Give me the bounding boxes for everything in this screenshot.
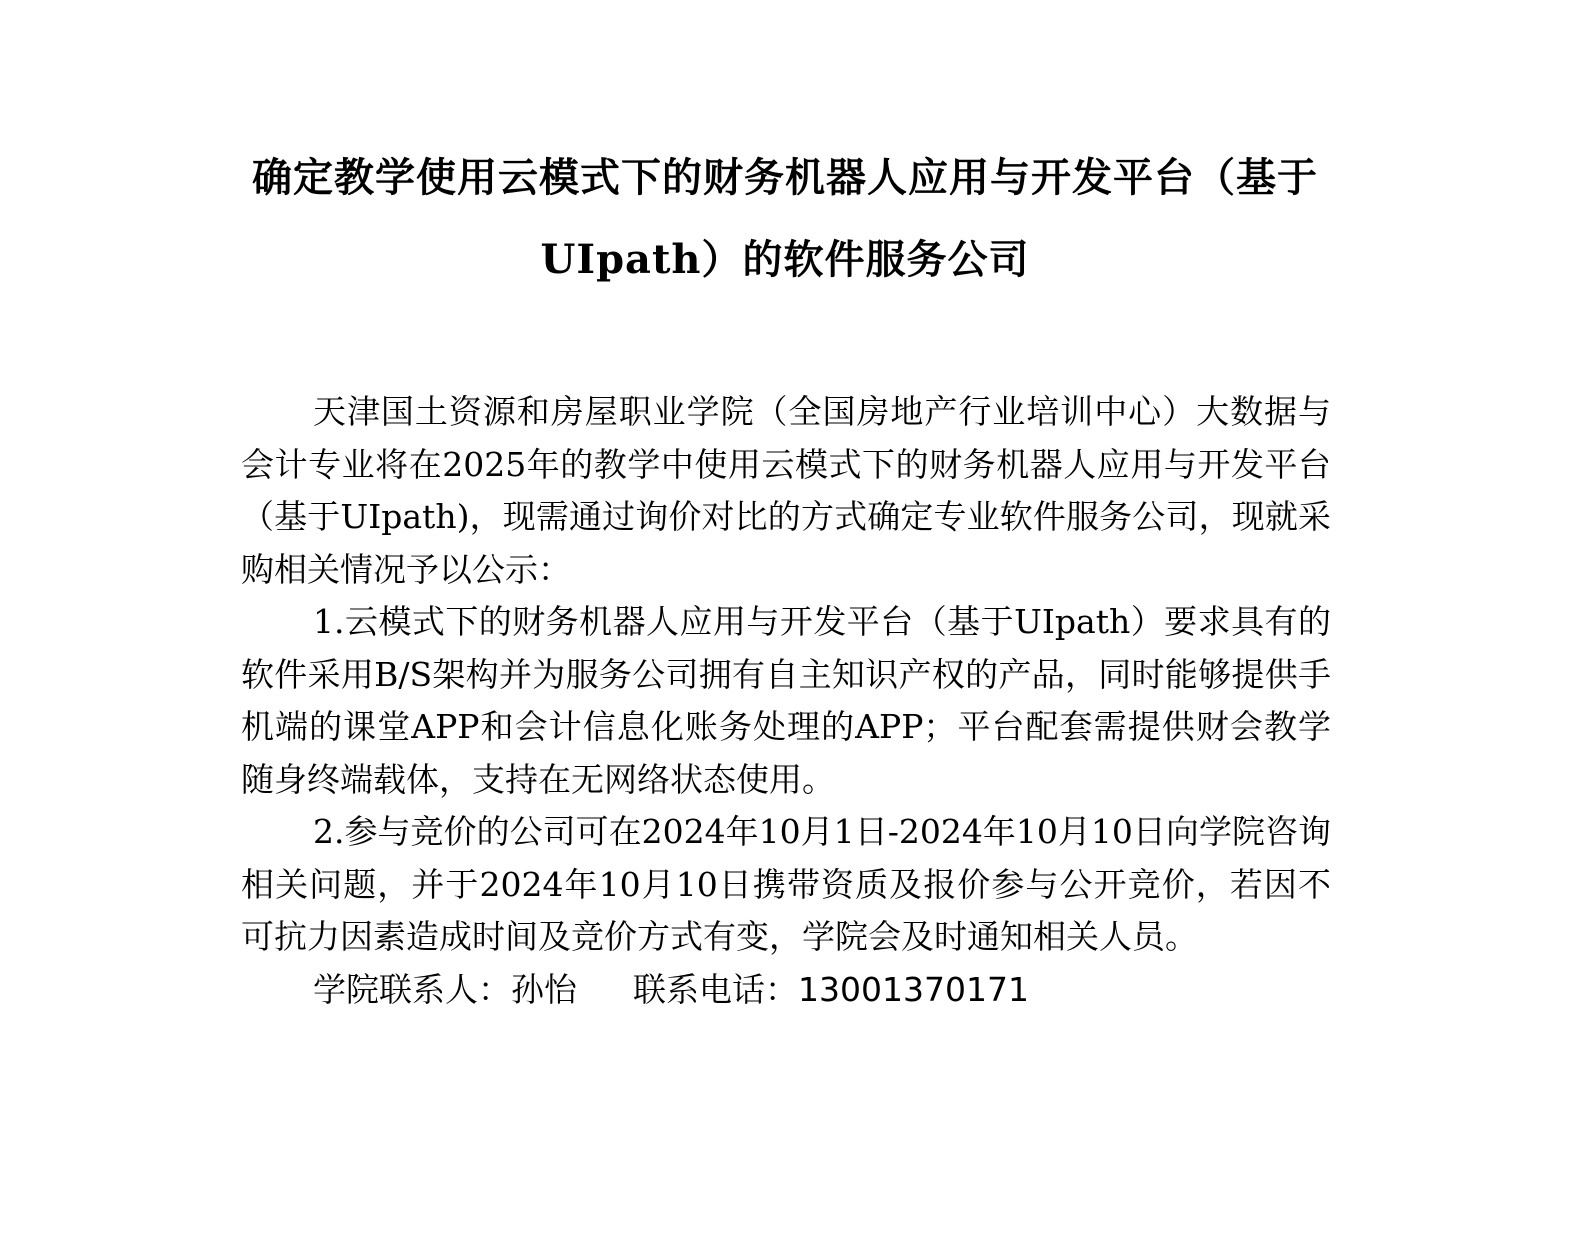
contact-phone-number: 13001370171	[798, 969, 1029, 1009]
requirement-item-2: 2.参与竞价的公司可在2024年10月1日-2024年10月10日向学院咨询相关问题，并于2024年10月10日携带资质及报价参与公开竞价，若因不可抗力因素造成时间及竞价方式有变，学院会及时通知相关人员。	[241, 812, 1331, 956]
document-title-line-1: 确定教学使用云模式下的财务机器人应用与开发平台（基于	[252, 154, 1318, 201]
contact-phone-label: 联系电话：	[633, 969, 798, 1009]
contact-person: 学院联系人：孙怡	[313, 969, 577, 1009]
requirement-item-1: 1.云模式下的财务机器人应用与开发平台（基于UIpath）要求具有的软件采用B/S架构并为服务公司拥有自主知识产权的产品，同时能够提供手机端的课堂APP和会计信息化账务处理的APP；平台配套需提供财会教学随身终端载体，支持在无网络状态使用。	[241, 602, 1331, 799]
intro-paragraph: 天津国土资源和房屋职业学院（全国房地产行业培训中心）大数据与会计专业将在2025年的教学中使用云模式下的财务机器人应用与开发平台（基于UIpath)，现需通过询价对比的方式确定专业软件服务公司，现就采购相关情况予以公示：	[241, 392, 1331, 589]
document-body	[241, 386, 1331, 1016]
document-title-line-2: UIpath）的软件服务公司	[540, 236, 1030, 283]
contact-line	[241, 964, 1331, 1017]
